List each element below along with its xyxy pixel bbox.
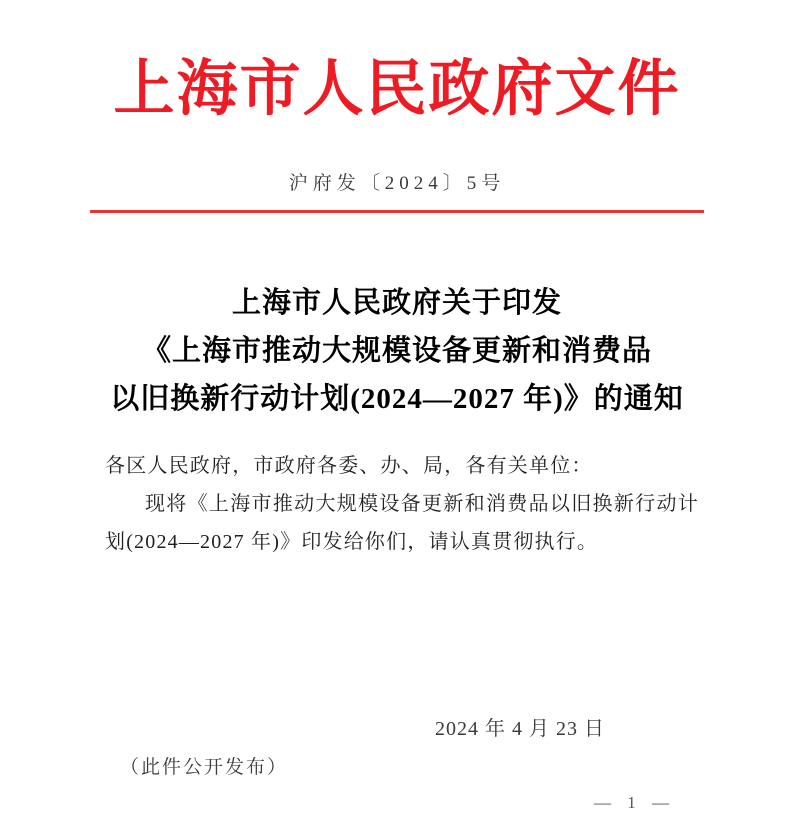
body-paragraph: 现将《上海市推动大规模设备更新和消费品以旧换新行动计划(2024—2027 年)》印发给你们，请认真贯彻执行。: [105, 493, 699, 553]
notice-title-line-1: 上海市人民政府关于印发: [231, 287, 562, 319]
document-header-title: 上海市人民政府文件: [113, 56, 681, 123]
page-number: — 1 —: [594, 793, 670, 812]
document-body: [105, 447, 699, 561]
document-number: 沪府发〔2024〕5号: [288, 173, 506, 194]
notice-title-line-3: 以旧换新行动计划(2024—2027 年)》的通知: [110, 383, 684, 415]
salutation-line: 各区人民政府，市政府各委、办、局，各有关单位：: [105, 455, 593, 477]
publish-note: （此件公开发布）: [120, 757, 289, 778]
issue-date: 2024 年 4 月 23 日: [435, 718, 605, 740]
red-divider-line: [90, 210, 704, 213]
notice-title-line-2: 《上海市推动大规模设备更新和消费品: [141, 335, 652, 367]
notice-title: [0, 279, 794, 423]
